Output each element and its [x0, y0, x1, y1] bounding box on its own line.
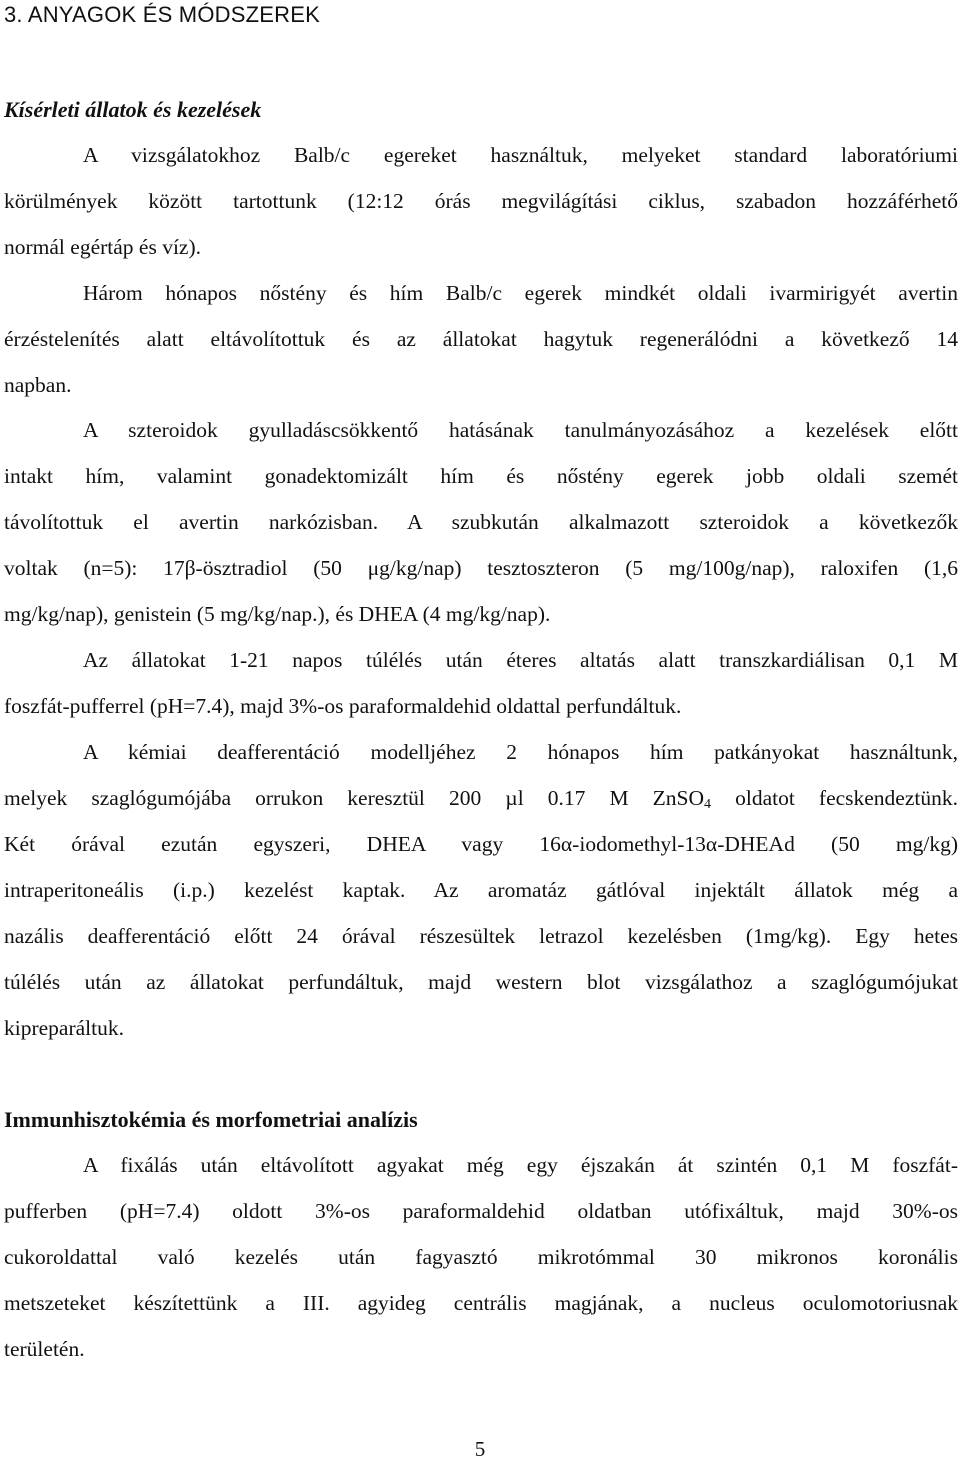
paragraph-line: voltak (n=5): 17β-ösztradiol (50 μg/kg/nap) tesztoszteron (5 mg/100g/nap), raloxifen (1,6 [4, 556, 958, 580]
subscript: 4 [704, 797, 712, 812]
paragraph-6 [4, 1142, 958, 1372]
text-segment: melyek szaglógumójába orrukon keresztül 200 µl 0.17 M ZnSO [4, 786, 705, 810]
paragraph-2 [4, 270, 958, 408]
paragraph-line: cukoroldattal való kezelés után fagyasztó mikrotómmal 30 mikronos koronális [4, 1245, 958, 1269]
paragraph-line: intraperitoneális (i.p.) kezelést kaptak. Az aromatáz gátlóval injektált állatok még a [4, 878, 958, 902]
paragraph-line: A fixálás után eltávolított agyakat még egy éjszakán át szintén 0,1 M foszfát- [83, 1153, 958, 1177]
paragraph-line: foszfát-pufferrel (pH=7.4), majd 3%-os paraformaldehid oldattal perfundáltuk. [4, 694, 682, 718]
paragraph-line: mg/kg/nap), genistein (5 mg/kg/nap.), és DHEA (4 mg/kg/nap). [4, 602, 551, 626]
paragraph-line: A kémiai deafferentáció modelljéhez 2 hónapos hím patkányokat használtunk, [83, 740, 958, 764]
text-segment: oldatot fecskendeztünk. [711, 786, 958, 810]
paragraph-line: A szteroidok gyulladáscsökkentő hatásának tanulmányozásához a kezelések előtt [83, 418, 958, 442]
paragraph-line: területén. [4, 1337, 85, 1361]
paragraph-line: A vizsgálatokhoz Balb/c egereket használtuk, melyeket standard laboratóriumi [83, 143, 958, 167]
paragraph-line: Két órával ezután egyszeri, DHEA vagy 16α-iodomethyl-13α-DHEAd (50 mg/kg) [4, 832, 958, 856]
paragraph-line: körülmények között tartottunk (12:12 órás megvilágítási ciklus, szabadon hozzáférhető [4, 189, 958, 213]
paragraph-line [4, 775, 958, 821]
paragraph-line: nazális deafferentáció előtt 24 órával részesültek letrazol kezelésben (1mg/kg). Egy hetes [4, 924, 958, 948]
paragraph-line: túlélés után az állatokat perfundáltuk, majd western blot vizsgálathoz a szaglógumójukat [4, 970, 958, 994]
paragraph-line: normál egértáp és víz). [4, 235, 201, 259]
paragraph-1 [4, 132, 958, 270]
paragraph-line: napban. [4, 373, 72, 397]
paragraph-line: távolítottuk el avertin narkózisban. A szubkután alkalmazott szteroidok a következők [4, 510, 958, 534]
page-number: 5 [474, 1437, 486, 1461]
chapter-title: 3. ANYAGOK ÉS MÓDSZEREK [4, 2, 320, 27]
paragraph-line: Három hónapos nőstény és hím Balb/c egerek mindkét oldali ivarmirigyét avertin [83, 281, 958, 305]
paragraph-4 [4, 637, 958, 729]
paragraph-line: kipreparáltuk. [4, 1016, 124, 1040]
section-heading-animals: Kísérleti állatok és kezelések [4, 97, 262, 122]
section-immuno [4, 1103, 958, 1137]
paragraph-line: metszeteket készítettünk a III. agyideg centrális magjának, a nucleus oculomotoriusnak [4, 1291, 958, 1315]
section-animals [4, 93, 958, 127]
paragraph-line: Az állatokat 1-21 napos túlélés után éteres altatás alatt transzkardiálisan 0,1 M [83, 648, 958, 672]
section-heading-immuno: Immunhisztokémia és morfometriai analízis [4, 1107, 418, 1132]
paragraph-line: intakt hím, valamint gonadektomizált hím és nőstény egerek jobb oldali szemét [4, 464, 958, 488]
paragraph-3 [4, 407, 958, 637]
paragraph-5 [4, 729, 958, 1051]
paragraph-line: érzéstelenítés alatt eltávolítottuk és az állatokat hagytuk regenerálódni a következő 14 [4, 327, 958, 351]
paragraph-line: pufferben (pH=7.4) oldott 3%-os paraformaldehid oldatban utófixáltuk, majd 30%-os [4, 1199, 958, 1223]
